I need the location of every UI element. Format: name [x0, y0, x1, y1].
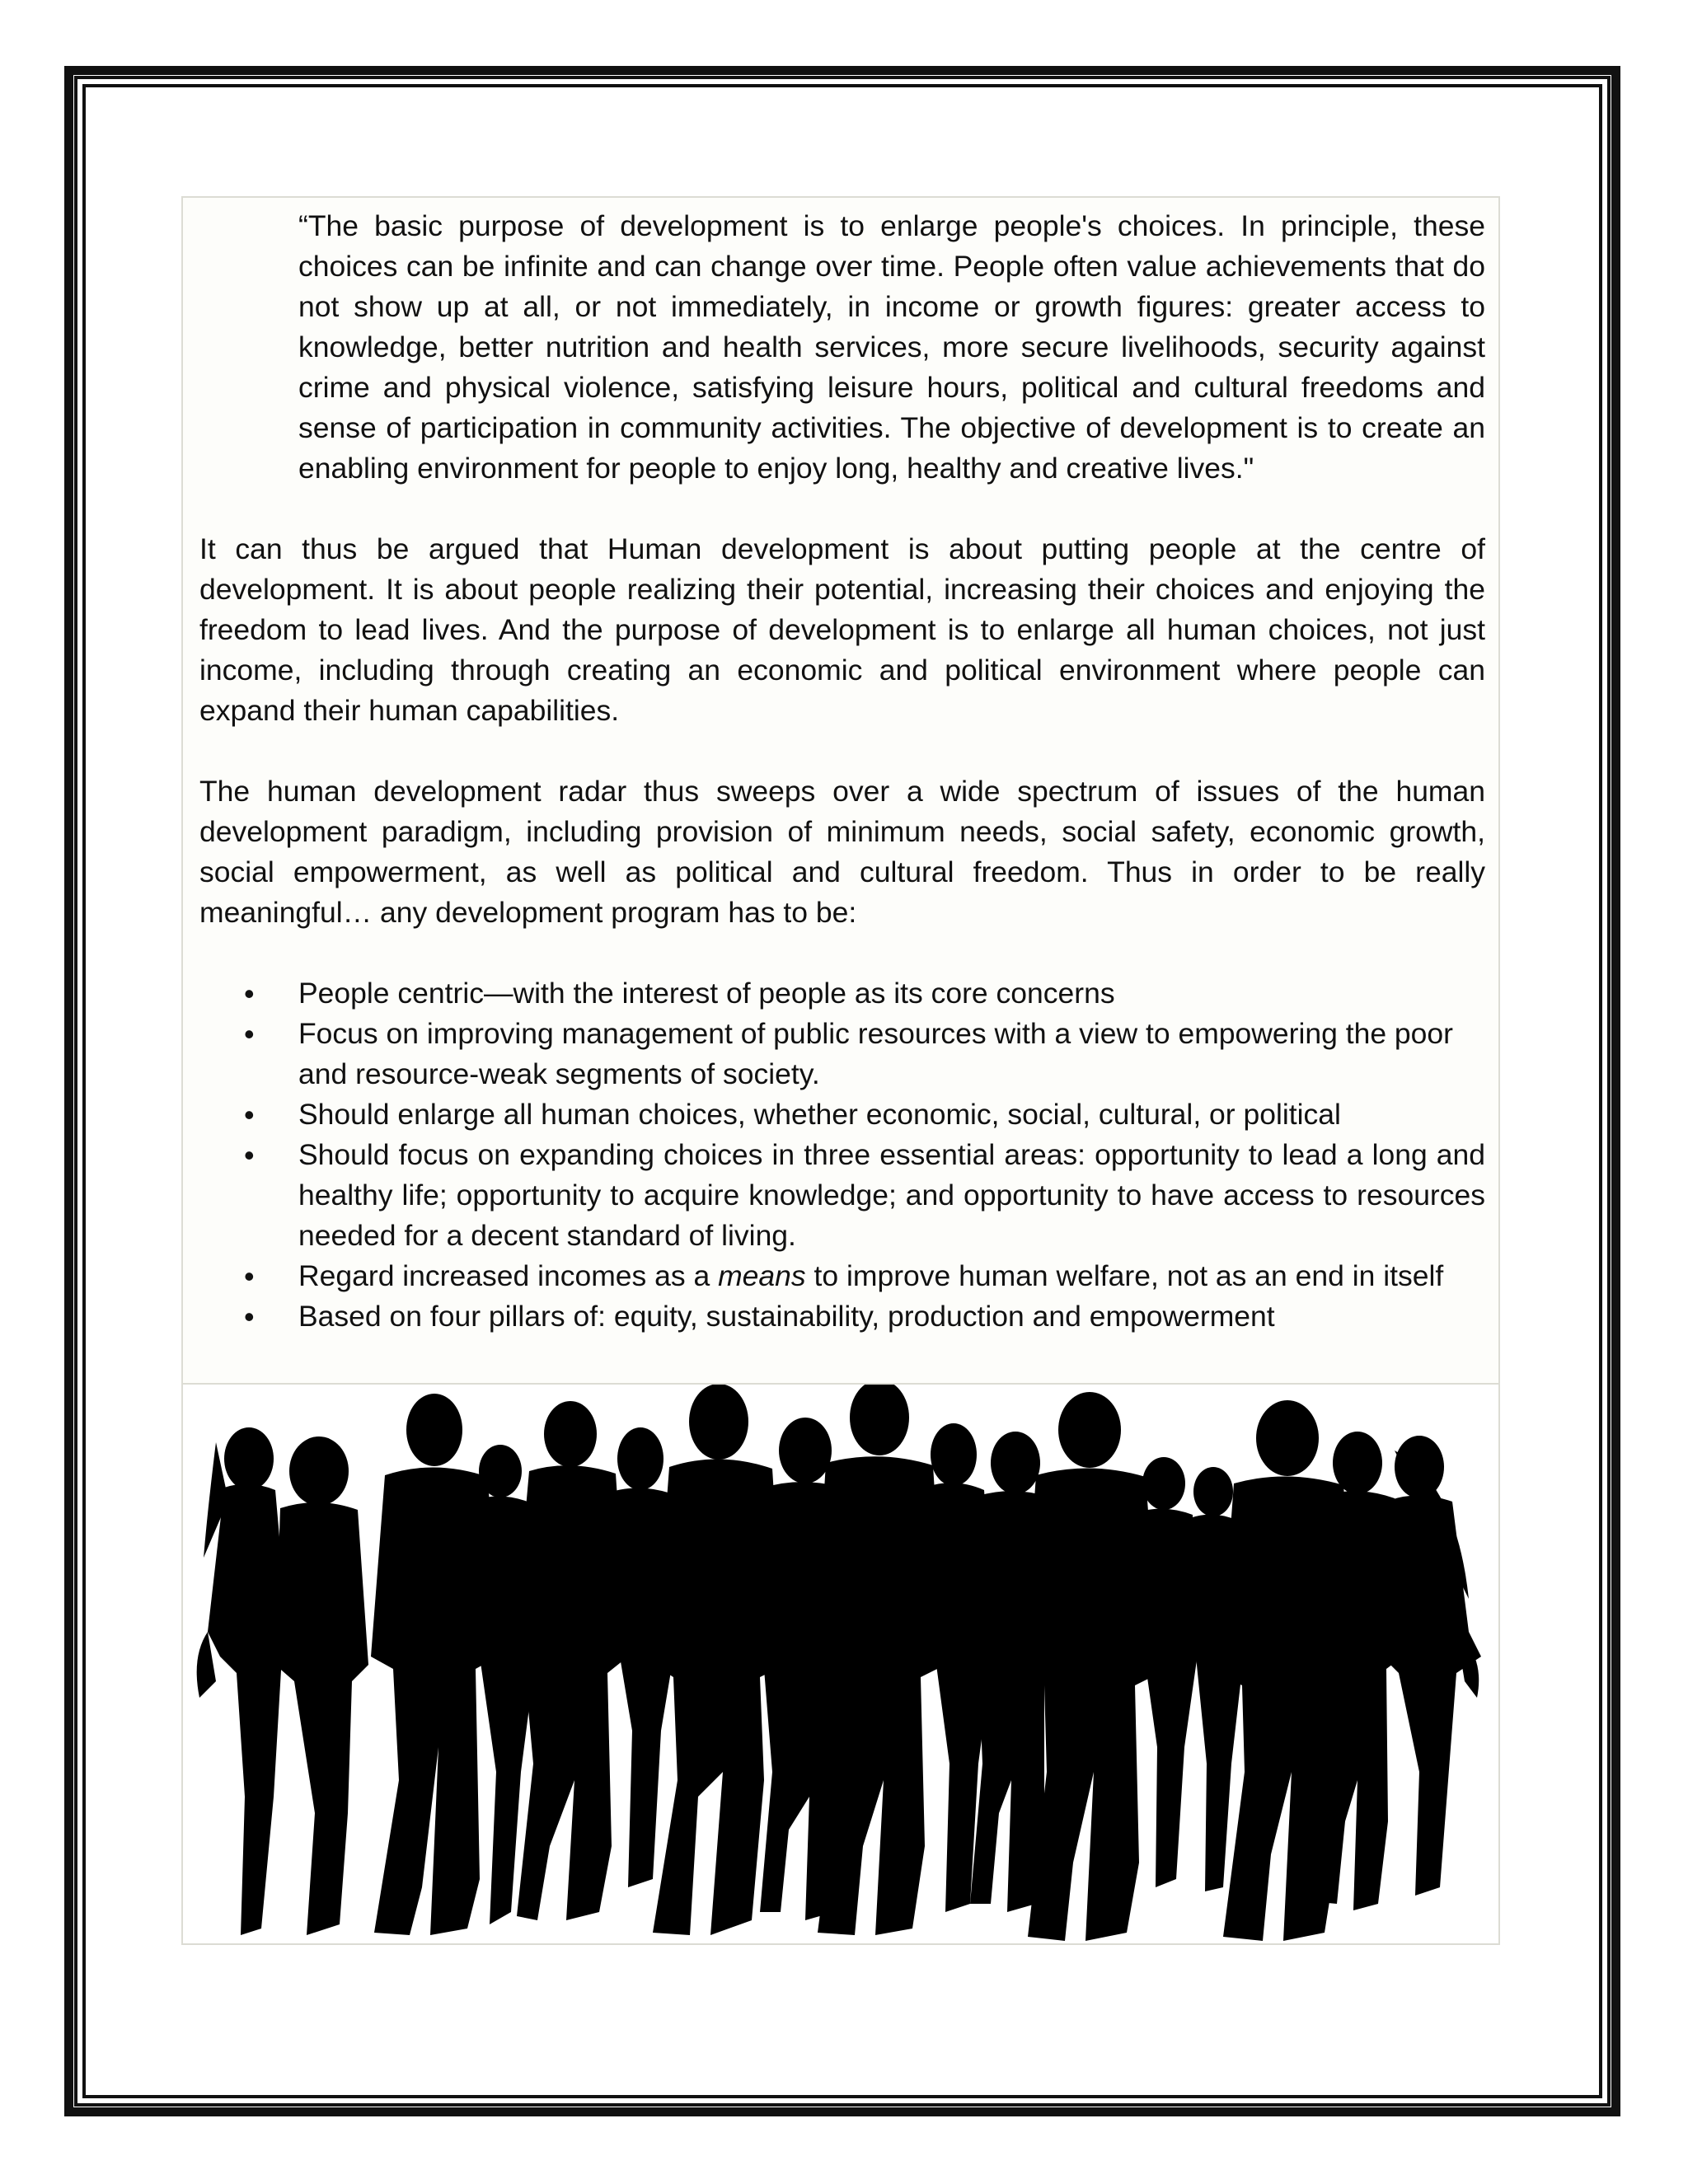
block-quote: “The basic purpose of development is to enlarge people's choices. In principle, these choices can be infinite and can change over time. People often value achievements that do not show up at all, or not immediately, in income or growth figures: greater access to knowledge, better nutrition and health services, more secure livelihoods, security against crime and physical violence, satisfying leisure hours, political and cultural freedoms and sense of participation in community activities. The objective of development is to create an enabling environment for people to enjoy long, healthy and creative lives." [298, 209, 1485, 485]
list-item [199, 1135, 1485, 1256]
list-item-text: Should enlarge all human choices, whether economic, social, cultural, or political [298, 1098, 1341, 1131]
list-item [199, 973, 1485, 1014]
bullet-icon: • [244, 1259, 255, 1293]
list-item-text: Should focus on expanding choices in three essential areas: opportunity to lead a long and healthy life; opportunity to acquire knowledge; and opportunity to have access to resources needed for a decent standard of living. [298, 1138, 1485, 1252]
crowd-silhouette [183, 1385, 1498, 1943]
list-item [199, 1014, 1485, 1094]
content-table [181, 196, 1500, 1385]
paragraph-human-development: It can thus be argued that Human development is about putting people at the centre of development. It is about people realizing their potential, increasing their choices and enjoying the freedom to lead lives. And the purpose of development is to enlarge all human choices, not just income, including through creating an economic and political environment where people can expand their human capabilities. [199, 532, 1485, 727]
list-item [199, 1296, 1485, 1337]
text-area [199, 206, 1485, 1337]
bullet-icon: • [244, 1017, 255, 1051]
list-item-text: People centric—with the interest of people as its core concerns [298, 977, 1115, 1010]
list-item-text: Focus on improving management of public resources with a view to empowering the poor and resource-weak segments of society. [298, 1017, 1453, 1090]
paragraph-development-radar: The human development radar thus sweeps over a wide spectrum of issues of the human development paradigm, including provision of minimum needs, social safety, economic growth, social empowerment, as well as political and cultural freedom. Thus in order to be really meaningful… any development program has to be: [199, 775, 1485, 929]
list-item [199, 1094, 1485, 1135]
crowd-silhouette-image [181, 1385, 1500, 1945]
requirements-list [199, 973, 1485, 1337]
list-item-text-after: to improve human welfare, not as an end in itself [805, 1259, 1444, 1292]
bullet-icon: • [244, 1138, 255, 1172]
bullet-icon: • [244, 1098, 255, 1132]
list-item-text: Based on four pillars of: equity, sustainability, production and empowerment [298, 1300, 1275, 1333]
list-item-emphasis: means [718, 1259, 806, 1292]
text-cell [183, 198, 1498, 1386]
list-item-text-before: Regard increased incomes as a [298, 1259, 719, 1292]
bullet-icon: • [244, 977, 255, 1010]
list-item [199, 1256, 1485, 1296]
bullet-icon: • [244, 1300, 255, 1333]
